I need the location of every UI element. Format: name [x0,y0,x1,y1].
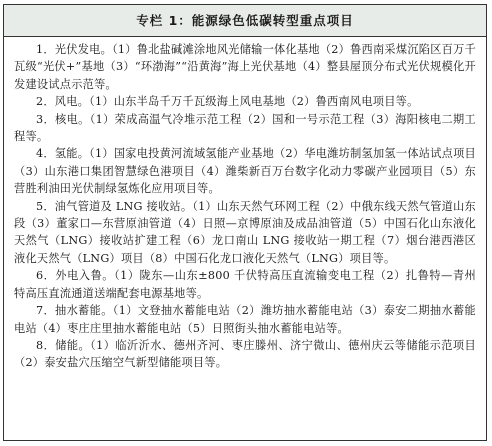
item-external-power: 6．外电入鲁。（1）陇东—山东±800 千伏特高压直流输变电工程（2）扎鲁特—青州特高压直流通道送端配套电源基地等。 [14,269,476,300]
column-body [4,37,486,372]
item-photovoltaic: 1．光伏发电。（1）鲁北盐碱滩涂地风光储输一体化基地（2）鲁西南采煤沉陷区百万千瓦级“光伏+”基地（3）“环渤海”“沿黄海”海上光伏基地（4）整县屋顶分布式光伏规模化开发建设试点示范等。 [14,43,476,91]
item-pumped-storage: 7．抽水蓄能。（1）文登抽水蓄能电站（2）潍坊抽水蓄能电站（3）泰安二期抽水蓄能电站（4）枣庄庄里抽水蓄能电站（5）日照街头抽水蓄能电站等。 [14,304,476,335]
column-title: 专栏 1：能源绿色低碳转型重点项目 [4,5,486,37]
item-energy-storage: 8．储能。（1）临沂沂水、德州齐河、枣庄滕州、济宁微山、德州庆云等储能示范项目（2）泰安盐穴压缩空气新型储能项目等。 [14,338,476,370]
column-box [3,4,487,441]
item-wind-power: 2．风电。（1）山东半岛千万千瓦级海上风电基地（2）鲁西南风电项目等。 [36,95,419,109]
item-pipelines-lng: 5．油气管道及 LNG 接收站。（1）山东天然气环网工程（2）中俄东线天然气管道山东段（3）董家口—东营原油管道（4）日照—京博原油及成品油管道（5）中国石化山东液化天然气（LNG）接收站扩建工程（6）龙口南山 LNG 接收站一期工程（7）烟台港西港区液化天然气（LNG）项目（8）中国石化龙口液化天然气（LNG）项目等。 [14,199,476,265]
item-hydrogen: 4．氢能。（1）国家电投黄河流域氢能产业基地（2）华电潍坊制氢加氢一体站试点项目（3）山东港口集团智慧绿色港项目（4）潍柴新百万台数字化动力零碳产业园项目（5）东营胜利油田光伏制绿氢炼化应用项目等。 [14,147,476,196]
item-nuclear-power: 3．核电。（1）荣成高温气冷堆示范工程（2）国和一号示范工程（3）海阳核电二期工程等。 [14,112,476,144]
